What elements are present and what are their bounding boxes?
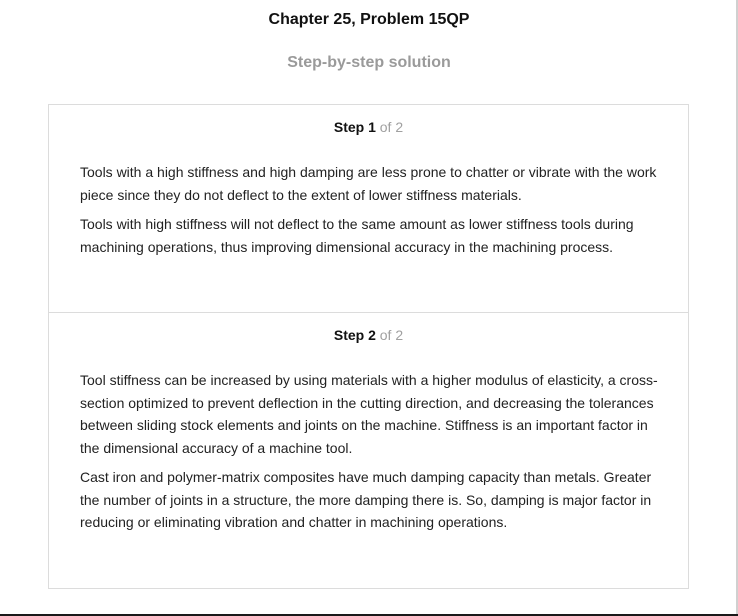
step-label: Step 1 [333,119,376,135]
step-body [49,161,688,258]
step-body [49,369,688,534]
step-paragraph: Cast iron and polymer-matrix composites have much damping capacity than metals. Greater the number of joints in a structure, the more damping there is. So, damping is major factor in reducing or eliminating vibration and chatter in machining operations. [80,469,652,530]
step-count: of 2 [379,119,404,135]
step-paragraph: Tools with high stiffness will not deflect to the same amount as lower stiffness tools during machining operations, thus improving dimensional accuracy in the machining process. [80,216,634,255]
step-header [49,327,688,343]
step-label: Step 2 [333,327,376,343]
page-subtitle: Step-by-step solution [287,54,451,71]
step-count: of 2 [379,327,404,343]
step-card-2 [48,312,689,589]
step-paragraph: Tools with a high stiffness and high damping are less prone to chatter or vibrate with the work piece since they do not deflect to the extent of lower stiffness materials. [80,164,657,203]
step-paragraph: Tool stiffness can be increased by using materials with a higher modulus of elasticity, a cross-section optimized to prevent deflection in the cutting direction, and decreasing the tolerances between sliding stock elements and joints on the machine. Stiffness is an important factor in the dimensional accuracy of a machine tool. [80,372,658,456]
step-card-1 [48,104,689,313]
page-title: Chapter 25, Problem 15QP [268,11,470,28]
step-header [49,119,688,135]
